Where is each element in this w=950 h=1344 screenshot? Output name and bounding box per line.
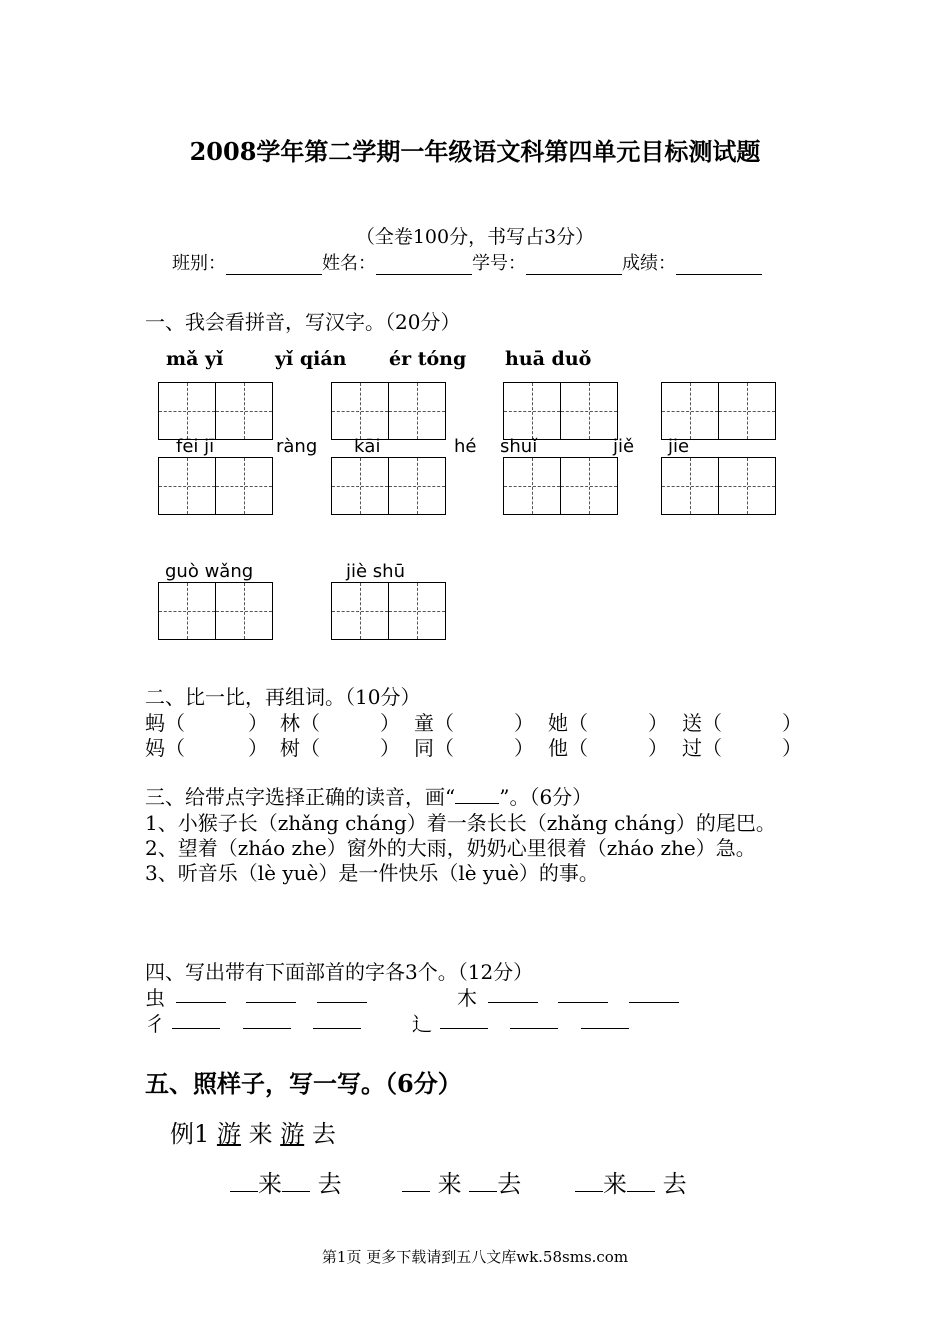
- example-word: 去: [311, 1120, 336, 1148]
- bracket-close: ）: [648, 711, 668, 735]
- writing-grid[interactable]: [503, 457, 618, 515]
- answer-line[interactable]: [488, 1002, 538, 1003]
- section3-heading-part1: 三、给带点字选择正确的读音，画“: [145, 785, 456, 809]
- number-blank[interactable]: [526, 256, 622, 275]
- writing-grid[interactable]: [661, 382, 776, 440]
- example-word: 游: [280, 1120, 305, 1148]
- writing-grid[interactable]: [158, 457, 273, 515]
- underline-sample: [455, 783, 499, 804]
- pinyin-row1-3: ér tóng: [389, 348, 467, 370]
- radical-walk: 辶: [412, 1012, 432, 1036]
- score-blank[interactable]: [676, 256, 762, 275]
- compare-char: 妈（: [145, 736, 185, 760]
- pinyin-row2-2: ràng: [276, 436, 318, 457]
- example-line: [170, 1114, 336, 1149]
- bracket-close: ）: [514, 736, 534, 760]
- radical-insect: 虫: [145, 986, 165, 1010]
- fill-blank[interactable]: [230, 1165, 258, 1192]
- fill-blank[interactable]: [575, 1165, 603, 1192]
- page-title: 2008学年第二学期一年级语文科第四单元目标测试题: [189, 137, 761, 166]
- bracket-close: ）: [248, 736, 268, 760]
- fill-pattern-3: [575, 1164, 687, 1199]
- reading-item-1: 1、小猴子长（zhǎng cháng）着一条长长（zhǎng cháng）的尾巴。: [145, 811, 776, 835]
- answer-line[interactable]: [176, 1002, 226, 1003]
- writing-grid[interactable]: [503, 382, 618, 440]
- answer-line[interactable]: [629, 1002, 679, 1003]
- writing-grid[interactable]: [158, 582, 273, 640]
- compare-char: 他（: [548, 736, 588, 760]
- writing-grid[interactable]: [331, 382, 446, 440]
- pinyin-row2-4: hé: [454, 436, 477, 457]
- section4-heading: 四、写出带有下面部首的字各3个。（12分）: [145, 960, 534, 984]
- section1-heading: 一、我会看拼音，写汉字。（20分）: [145, 310, 461, 334]
- section2-heading: 二、比一比，再组词。（10分）: [145, 685, 421, 709]
- bracket-close: ）: [248, 711, 268, 735]
- pinyin-row1-4: huā duǒ: [505, 348, 592, 370]
- answer-line[interactable]: [558, 1002, 608, 1003]
- page-footer: 第1页 更多下载请到五八文库wk.58sms.com: [321, 1248, 629, 1266]
- example-word: 游: [216, 1120, 241, 1148]
- bracket-close: ）: [782, 711, 802, 735]
- reading-item-3: 3、听音乐（lè yuè）是一件快乐（lè yuè）的事。: [145, 861, 599, 885]
- answer-line[interactable]: [172, 1028, 220, 1029]
- fill-word: 去: [497, 1170, 522, 1198]
- page-subtitle: （全卷100分，书写占3分）: [355, 226, 595, 248]
- fill-word: 来: [603, 1170, 627, 1198]
- answer-line[interactable]: [317, 1002, 367, 1003]
- reading-item-2: 2、望着（zháo zhe）窗外的大雨，奶奶心里很着（zháo zhe）急。: [145, 836, 756, 860]
- compare-char: 过（: [682, 736, 722, 760]
- compare-char: 林（: [280, 711, 320, 735]
- radical-step: 彳: [145, 1012, 165, 1036]
- bracket-close: ）: [514, 711, 534, 735]
- fill-blank[interactable]: [469, 1165, 497, 1192]
- example-word: 来: [248, 1120, 273, 1148]
- fill-word: 来: [437, 1170, 462, 1198]
- compare-char: 树（: [280, 736, 320, 760]
- writing-grid[interactable]: [331, 582, 446, 640]
- pinyin-row1-1: mǎ yǐ: [166, 348, 224, 370]
- compare-char: 蚂（: [145, 711, 185, 735]
- number-label: 学号：: [472, 253, 526, 274]
- pinyin-row3-1: guò wǎng: [165, 561, 254, 582]
- bracket-close: ）: [782, 736, 802, 760]
- answer-line[interactable]: [313, 1028, 361, 1029]
- fill-word: 来: [258, 1170, 282, 1198]
- compare-char: 同（: [414, 736, 454, 760]
- fill-word: 去: [662, 1170, 687, 1198]
- compare-char: 送（: [682, 711, 722, 735]
- compare-char: 她（: [548, 711, 588, 735]
- pinyin-row2-7: jie: [668, 436, 690, 457]
- radical-wood: 木: [457, 986, 477, 1010]
- pinyin-row3-2: jiè shū: [346, 561, 405, 582]
- pinyin-row2-1: fēi jī: [176, 436, 215, 457]
- fill-blank[interactable]: [627, 1165, 655, 1192]
- pinyin-row2-3: kāi: [354, 436, 381, 457]
- answer-line[interactable]: [510, 1028, 558, 1029]
- bracket-close: ）: [380, 711, 400, 735]
- answer-line[interactable]: [246, 1002, 296, 1003]
- class-blank[interactable]: [226, 256, 322, 275]
- compare-char: 童（: [414, 711, 454, 735]
- fill-word: 去: [317, 1170, 342, 1198]
- pinyin-row1-2: yǐ qián: [275, 348, 347, 370]
- bracket-close: ）: [648, 736, 668, 760]
- pinyin-row2-6: jiě: [613, 436, 635, 457]
- answer-line[interactable]: [440, 1028, 488, 1029]
- pinyin-row2-5: shuǐ: [500, 436, 538, 457]
- name-blank[interactable]: [376, 256, 472, 275]
- fill-pattern-2: [402, 1164, 521, 1199]
- name-label: 姓名：: [322, 253, 376, 274]
- section5-heading: 五、照样子，写一写。（6分）: [145, 1069, 462, 1098]
- example-label: 例1: [170, 1120, 210, 1148]
- writing-grid[interactable]: [661, 457, 776, 515]
- score-label: 成绩：: [622, 253, 676, 274]
- writing-grid[interactable]: [331, 457, 446, 515]
- class-label: 班别：: [172, 253, 226, 274]
- student-info: [172, 249, 762, 275]
- fill-pattern-1: [230, 1164, 342, 1199]
- section3-heading-part2: ”。（6分）: [499, 785, 593, 809]
- answer-line[interactable]: [243, 1028, 291, 1029]
- fill-blank[interactable]: [402, 1165, 430, 1192]
- fill-blank[interactable]: [282, 1165, 310, 1192]
- section3-heading: [145, 781, 592, 810]
- answer-line[interactable]: [581, 1028, 629, 1029]
- bracket-close: ）: [380, 736, 400, 760]
- writing-grid[interactable]: [158, 382, 273, 440]
